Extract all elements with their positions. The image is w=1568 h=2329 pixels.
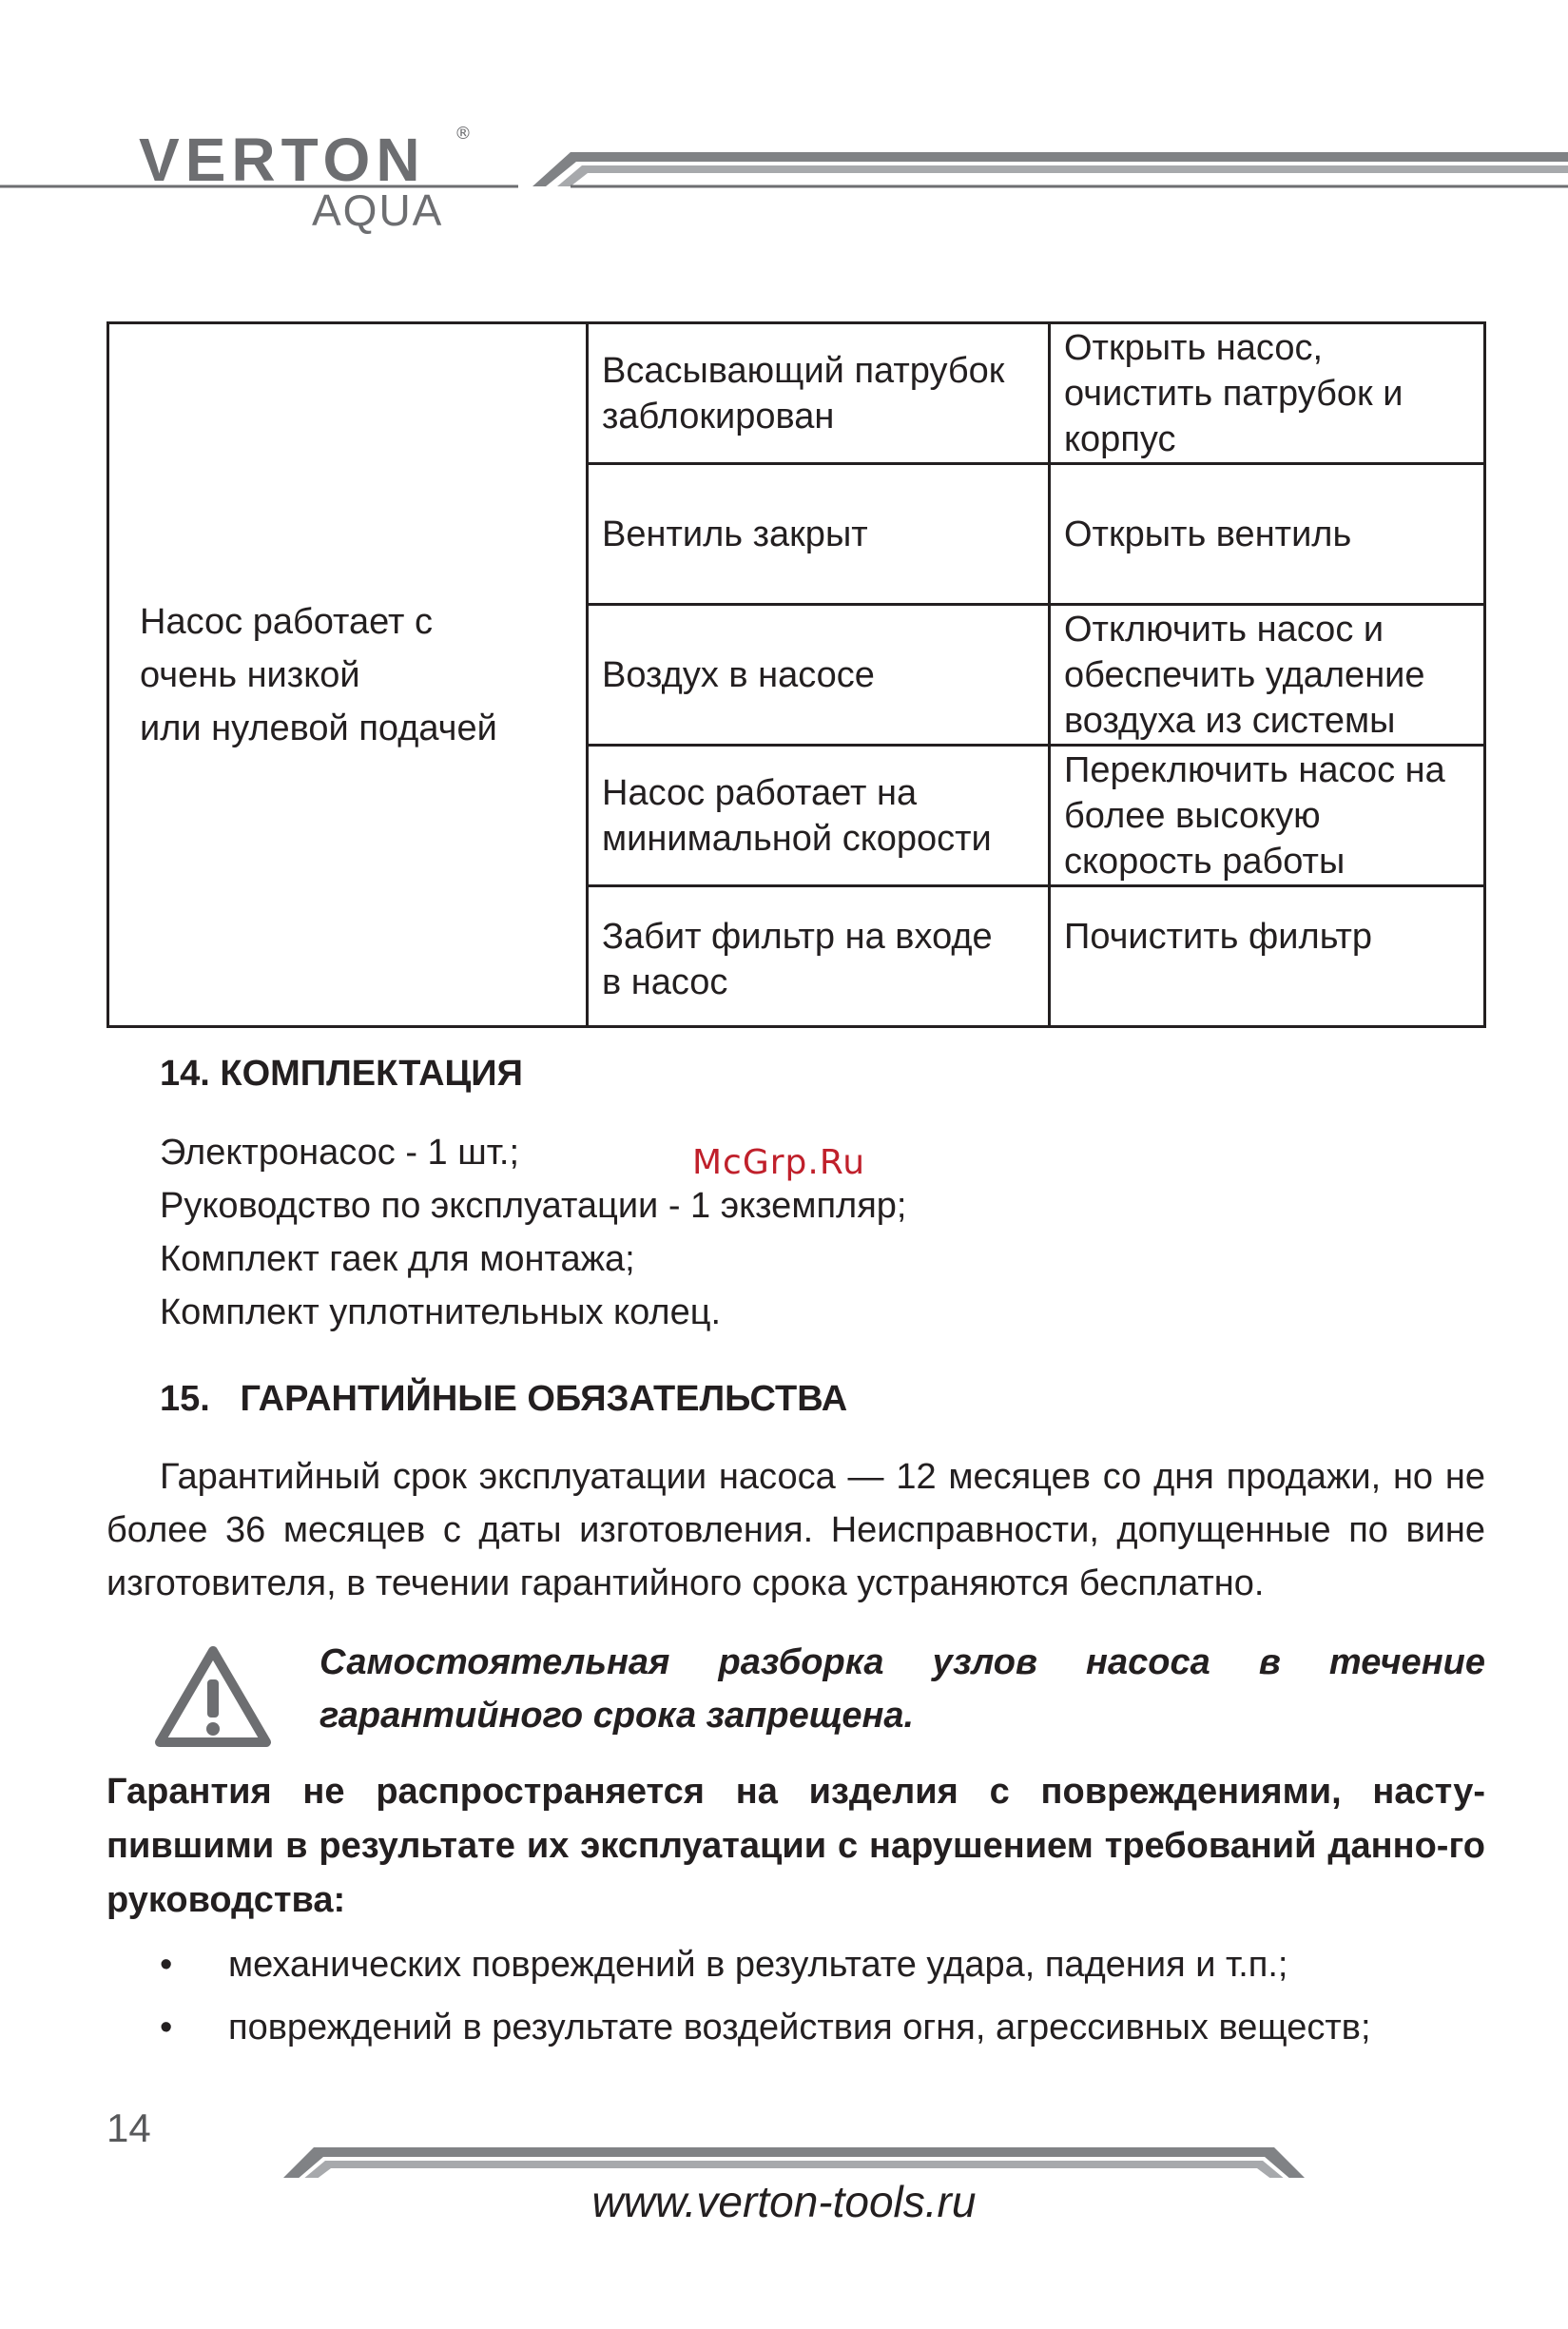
warranty-paragraph: Гарантийный срок эксплуатации насоса — 12 месяцев со дня продажи, но не более 36 месяцев с даты изготовления. Неисправности, допущенные по вине изготовителя, в течении гарантийного срока устраняются бесплатно. — [106, 1457, 1485, 1603]
section-15-title: 15. ГАРАНТИЙНЫЕ ОБЯЗАТЕЛЬСТВА — [160, 1379, 848, 1419]
remedy-cell — [1050, 886, 1485, 1027]
remedy-cell — [1050, 605, 1485, 746]
bullet-text: механических повреждений в результате удара, падения и т.п.; — [228, 1945, 1288, 1985]
remedy-cell — [1050, 323, 1485, 464]
remedy-line: Открыть вентиль — [1064, 514, 1352, 554]
list-item — [160, 2004, 1371, 2051]
warning-triangle-icon — [152, 1643, 274, 1750]
footer-decoration — [0, 2140, 1568, 2178]
remedy-line: Открыть насос, — [1064, 327, 1324, 368]
problem-line: или нулевой подачей — [140, 708, 497, 748]
problem-cell — [108, 323, 588, 1027]
cause-line: заблокирован — [602, 396, 835, 437]
bullet-text: повреждений в результате воздействия огня, агрессивных веществ; — [228, 2008, 1371, 2048]
remedy-line: обеспечить удаление — [1064, 654, 1425, 695]
list-item — [160, 1941, 1287, 1989]
remedy-line: воздуха из системы — [1064, 700, 1396, 741]
warning-text: Самостоятельная разборка узлов насоса в течение гарантийного срока запрещена. — [319, 1642, 1485, 1736]
cause-line: Вентиль закрыт — [602, 514, 868, 554]
bullet-icon: • — [160, 1945, 173, 1985]
cause-line: Всасывающий патрубок — [602, 350, 1005, 391]
remedy-line: скорость работы — [1064, 841, 1345, 882]
section-14-title: 14. КОМПЛЕКТАЦИЯ — [160, 1054, 523, 1094]
cause-cell — [588, 605, 1050, 746]
problem-line: Насос работает с — [140, 601, 433, 642]
remedy-line: более высокую — [1064, 795, 1321, 836]
brand-logo: VERTON — [139, 126, 426, 194]
remedy-line: Почистить фильтр — [1064, 917, 1373, 957]
remedy-cell — [1050, 464, 1485, 605]
remedy-line: Переключить насос на — [1064, 749, 1445, 790]
cause-line: Насос работает на — [602, 772, 918, 813]
cause-line: Забит фильтр на входе — [602, 917, 993, 957]
list-item: Комплект уплотнительных колец. — [160, 1292, 722, 1332]
remedy-line: Отключить насос и — [1064, 609, 1384, 650]
table-row — [108, 323, 1485, 464]
remedy-line: очистить патрубок и — [1064, 373, 1403, 414]
problem-line: очень низкой — [140, 654, 360, 695]
page-number: 14 — [106, 2106, 151, 2150]
remedy-line: корпус — [1064, 418, 1176, 459]
cause-cell — [588, 323, 1050, 464]
remedy-cell — [1050, 746, 1485, 886]
watermark: McGrp.Ru — [692, 1143, 866, 1182]
cause-cell — [588, 746, 1050, 886]
brand-sub-logo: AQUA — [312, 185, 444, 235]
registered-mark: ® — [455, 124, 472, 144]
website-link[interactable]: www.verton-tools.ru — [591, 2177, 977, 2226]
list-item: Электронасос - 1 шт.; — [160, 1133, 520, 1173]
cause-cell — [588, 464, 1050, 605]
list-item: Руководство по эксплуатации - 1 экземпляр; — [160, 1186, 907, 1226]
list-item: Комплект гаек для монтажа; — [160, 1239, 635, 1279]
cause-line: в насос — [602, 962, 728, 1002]
troubleshooting-table — [106, 321, 1486, 1028]
bullet-icon: • — [160, 2008, 173, 2048]
cause-line: Воздух в насосе — [602, 654, 875, 695]
header-decoration — [0, 105, 1568, 209]
cause-cell — [588, 886, 1050, 1027]
cause-line: минимальной скорости — [602, 818, 992, 859]
exclusion-intro: Гарантия не распространяется на изделия с повреждениями, насту-пившими в результате их эксплуатации с нарушением требований данно-го руководства: — [106, 1772, 1485, 1920]
